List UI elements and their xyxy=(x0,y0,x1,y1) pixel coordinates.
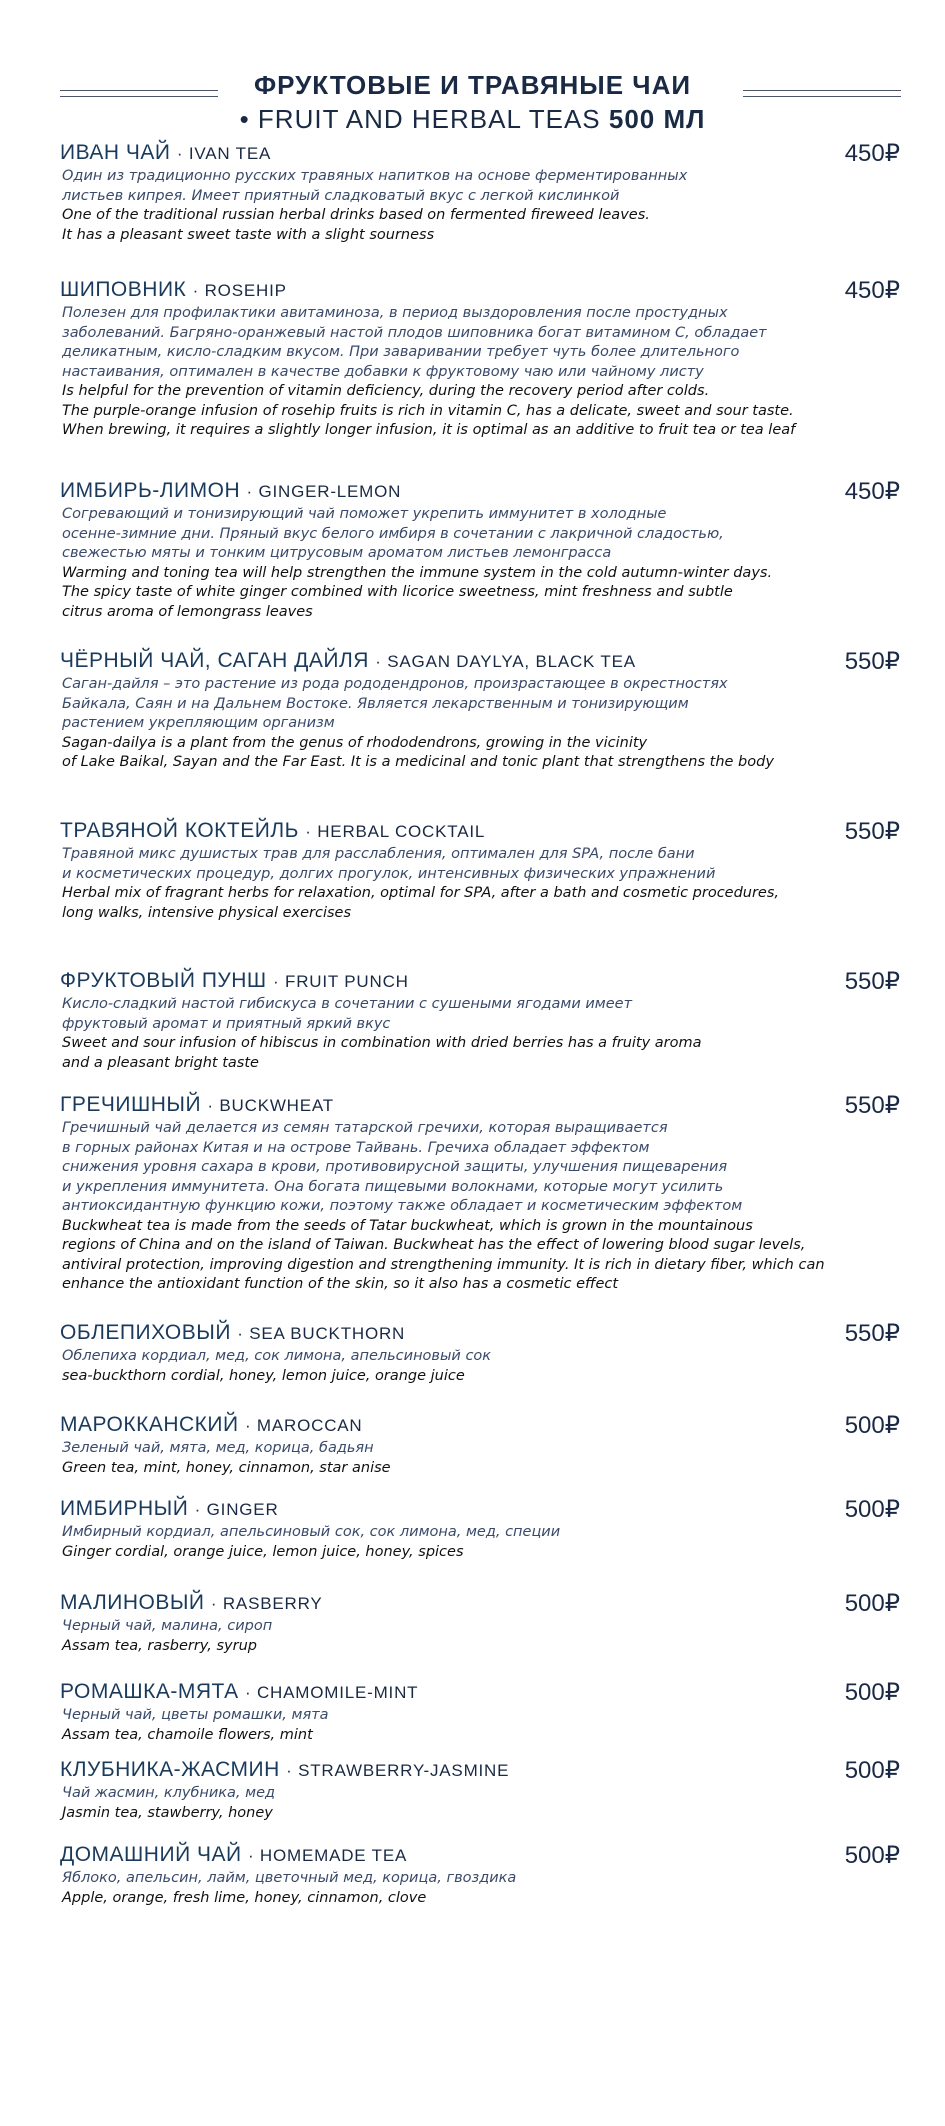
item-description-ru: Кисло-сладкий настой гибискуса в сочетании с сушеными ягодами имеет фруктовый аромат и приятный яркий вкус xyxy=(62,996,633,1032)
item-price: 450₽ xyxy=(844,478,900,505)
item-name-en: · SEA BUCKTHORN xyxy=(237,1324,406,1343)
item-name-ru: ИВАН ЧАЙ xyxy=(60,141,171,164)
menu-item-herbal-cocktail xyxy=(60,818,900,923)
item-title xyxy=(60,968,900,995)
menu-item-homemade-tea xyxy=(60,1842,900,1908)
item-price: 500₽ xyxy=(844,1496,900,1523)
item-description-ru: Имбирный кордиал, апельсиновый сок, сок лимона, мед, специи xyxy=(62,1524,561,1540)
item-price: 450₽ xyxy=(844,277,900,304)
item-name-ru: КЛУБНИКА-ЖАСМИН xyxy=(60,1758,280,1781)
item-description-ru: Травяной микс душистых трав для расслабления, оптимален для SPA, после бани и косметических процедур, долгих прогулок, интенсивных физических упражнений xyxy=(62,846,716,882)
item-name-ru: ОБЛЕПИХОВЫЙ xyxy=(60,1321,231,1344)
item-description-ru: Черный чай, малина, сироп xyxy=(62,1618,273,1634)
item-price: 550₽ xyxy=(844,968,900,995)
item-description-en: Buckwheat tea is made from the seeds of Tatar buckwheat, which is grown in the mountainous regions of China and on the island of Taiwan. Buckwheat has the effect of lowering blood sugar levels, antiviral protection, improving digestion and strengthening immunity. It is rich in dietary fiber, which can enhance the antioxidant function of the skin, so it also has a cosmetic effect xyxy=(62,1217,825,1292)
item-name-ru: МАЛИНОВЫЙ xyxy=(60,1591,205,1614)
item-title xyxy=(60,648,900,675)
item-title xyxy=(60,1590,900,1617)
item-name-en: · IVAN TEA xyxy=(176,144,272,163)
item-name-en: · HERBAL COCKTAIL xyxy=(305,822,486,841)
menu-item-ginger-lemon xyxy=(60,478,900,622)
item-price: 550₽ xyxy=(844,1092,900,1119)
menu-item-strawberry-jasmine xyxy=(60,1757,900,1823)
item-name-ru: ФРУКТОВЫЙ ПУНШ xyxy=(60,969,267,992)
menu-item-buckwheat xyxy=(60,1092,900,1295)
item-description-en: Sweet and sour infusion of hibiscus in combination with dried berries has a fruity aroma and a pleasant bright taste xyxy=(62,1035,702,1071)
menu-item-sea-buckthorn xyxy=(60,1320,900,1386)
item-name-en: · BUCKWHEAT xyxy=(207,1096,334,1115)
item-name-ru: ГРЕЧИШНЫЙ xyxy=(60,1093,202,1116)
item-description-en: Ginger cordial, orange juice, lemon juice, honey, spices xyxy=(62,1543,464,1560)
item-title xyxy=(60,478,900,505)
item-price: 500₽ xyxy=(844,1842,900,1869)
item-description-en: One of the traditional russian herbal drinks based on fermented fireweed leaves. It has a pleasant sweet taste with a slight sourness xyxy=(62,207,650,243)
menu-item-ginger xyxy=(60,1496,900,1562)
item-title xyxy=(60,1842,900,1869)
menu-item-chamomile-mint xyxy=(60,1679,900,1745)
item-description-ru: Полезен для профилактики авитаминоза, в период выздоровления после простудных заболеваний. Багряно-оранжевый настой плодов шиповника богат витамином С, обладает деликатным, кисло-сладким вкусом. При заваривании требует чуть более длительного настаивания, оптимален в качестве добавки к фруктовому чаю или чайному листу xyxy=(62,305,767,380)
menu-item-rasberry xyxy=(60,1590,900,1656)
menu-item-maroccan xyxy=(60,1412,900,1478)
item-price: 450₽ xyxy=(844,140,900,167)
item-description-ru: Черный чай, цветы ромашки, мята xyxy=(62,1707,329,1723)
item-price: 500₽ xyxy=(844,1412,900,1439)
item-title xyxy=(60,818,900,845)
item-description-en: Jasmin tea, stawberry, honey xyxy=(62,1804,273,1821)
item-description-ru: Гречишный чай делается из семян татарской гречихи, которая выращивается в горных районах Китая и на острове Тайвань. Гречиха обладает эффектом снижения уровня сахара в крови, противовирусной защиты, улучшения пищеварения и укрепления иммунитета. Она богата пищевыми волокнами, которые могут усилить антиоксидантную функцию кожи, поэтому также обладает и косметическим эффектом xyxy=(62,1120,743,1214)
menu-title: ФРУКТОВЫЕ И ТРАВЯНЫЕ ЧАИ xyxy=(253,70,692,100)
item-name-en: · STRAWBERRY-JASMINE xyxy=(286,1761,510,1780)
item-description-ru: Один из традиционно русских травяных напитков на основе ферментированных листьев кипрея. Имеет приятный сладковатый вкус с легкой кислинкой xyxy=(62,168,688,204)
item-description-ru: Чай жасмин, клубника, мед xyxy=(62,1785,276,1801)
item-name-en: · RASBERRY xyxy=(210,1594,323,1613)
item-description-ru: Согревающий и тонизирующий чай поможет укрепить иммунитет в холодные осенне-зимние дни. Пряный вкус белого имбиря в сочетании с лакричной сладостью, свежестью мяты и тонким цитрусовым ароматом листьев лемонграсса xyxy=(62,506,724,561)
item-name-ru: РОМАШКА-МЯТА xyxy=(60,1680,239,1703)
menu-header xyxy=(0,70,945,140)
item-description-en: Is helpful for the prevention of vitamin deficiency, during the recovery period after colds. The purple-orange infusion of rosehip fruits is rich in vitamin C, has a delicate, sweet and sour taste. When brewing, it requires a slightly longer infusion, it is optimal as an additive to fruit tea or tea leaf xyxy=(62,383,796,438)
item-description-en: Warming and toning tea will help strengthen the immune system in the cold autumn-winter days. The spicy taste of white ginger combined with licorice sweetness, mint freshness and subtle citrus aroma of lemongrass leaves xyxy=(62,564,773,620)
item-price: 500₽ xyxy=(844,1679,900,1706)
menu-item-sagan-daylya xyxy=(60,648,900,773)
item-description-en: Apple, orange, fresh lime, honey, cinnamon, clove xyxy=(62,1889,427,1906)
item-description-en: Assam tea, rasberry, syrup xyxy=(62,1637,257,1654)
menu-item-fruit-punch xyxy=(60,968,900,1073)
item-name-en: · MAROCCAN xyxy=(244,1416,363,1435)
item-name-ru: ДОМАШНИЙ ЧАЙ xyxy=(60,1843,242,1866)
item-name-en: · GINGER xyxy=(194,1500,279,1519)
item-description-en: Herbal mix of fragrant herbs for relaxation, optimal for SPA, after a bath and cosmetic procedures, long walks, intensive physical exercises xyxy=(62,885,780,921)
item-description-en: sea-buckthorn cordial, honey, lemon juice, orange juice xyxy=(62,1367,465,1384)
item-title xyxy=(60,1092,900,1119)
item-description-ru: Зеленый чай, мята, мед, корица, бадьян xyxy=(62,1440,374,1456)
item-price: 500₽ xyxy=(844,1757,900,1784)
item-description-en: Green tea, mint, honey, cinnamon, star anise xyxy=(62,1459,391,1476)
menu-subtitle-volume: 500 МЛ xyxy=(608,104,706,134)
item-price: 550₽ xyxy=(844,818,900,845)
menu-subtitle xyxy=(0,104,945,135)
item-name-en: · FRUIT PUNCH xyxy=(273,972,409,991)
item-name-en: · CHAMOMILE-MINT xyxy=(245,1683,419,1702)
item-price: 550₽ xyxy=(844,648,900,675)
menu-subtitle-text: • FRUIT AND HERBAL TEAS xyxy=(239,104,601,134)
item-description-ru: Облепиха кордиал, мед, сок лимона, апельсиновый сок xyxy=(62,1348,492,1364)
item-name-ru: ТРАВЯНОЙ КОКТЕЙЛЬ xyxy=(60,819,299,842)
item-name-ru: ИМБИРНЫЙ xyxy=(60,1497,189,1520)
item-description-ru: Саган-дайля – это растение из рода рододендронов, произрастающее в окрестностях Байкала, Саян и на Дальнем Востоке. Является лекарственным и тонизирующим растением укрепляющим организм xyxy=(62,676,728,731)
item-title xyxy=(60,277,900,304)
item-description-en: Assam tea, chamoile flowers, mint xyxy=(62,1726,313,1743)
item-name-en: · SAGAN DAYLYA, BLACK TEA xyxy=(375,652,636,671)
item-description-en: Sagan-dailya is a plant from the genus of rhododendrons, growing in the vicinity of Lake Baikal, Sayan and the Far East. It is a medicinal and tonic plant that strengthens the body xyxy=(62,734,774,770)
item-title xyxy=(60,1412,900,1439)
item-name-en: · HOMEMADE TEA xyxy=(247,1846,408,1865)
item-name-ru: ШИПОВНИК xyxy=(60,278,187,301)
item-name-ru: ЧЁРНЫЙ ЧАЙ, САГАН ДАЙЛЯ xyxy=(60,649,369,672)
menu-item-rosehip xyxy=(60,277,900,441)
item-name-ru: ИМБИРЬ-ЛИМОН xyxy=(60,479,241,502)
item-price: 550₽ xyxy=(844,1320,900,1347)
item-description-ru: Яблоко, апельсин, лайм, цветочный мед, корица, гвоздика xyxy=(62,1870,517,1886)
item-title xyxy=(60,1757,900,1784)
item-name-en: · ROSEHIP xyxy=(192,281,287,300)
item-title xyxy=(60,1679,900,1706)
item-title xyxy=(60,140,900,167)
menu-item-ivan-tea xyxy=(60,140,900,245)
item-name-ru: МАРОККАНСКИЙ xyxy=(60,1413,239,1436)
item-name-en: · GINGER-LEMON xyxy=(246,482,402,501)
item-price: 500₽ xyxy=(844,1590,900,1617)
item-title xyxy=(60,1320,900,1347)
item-title xyxy=(60,1496,900,1523)
